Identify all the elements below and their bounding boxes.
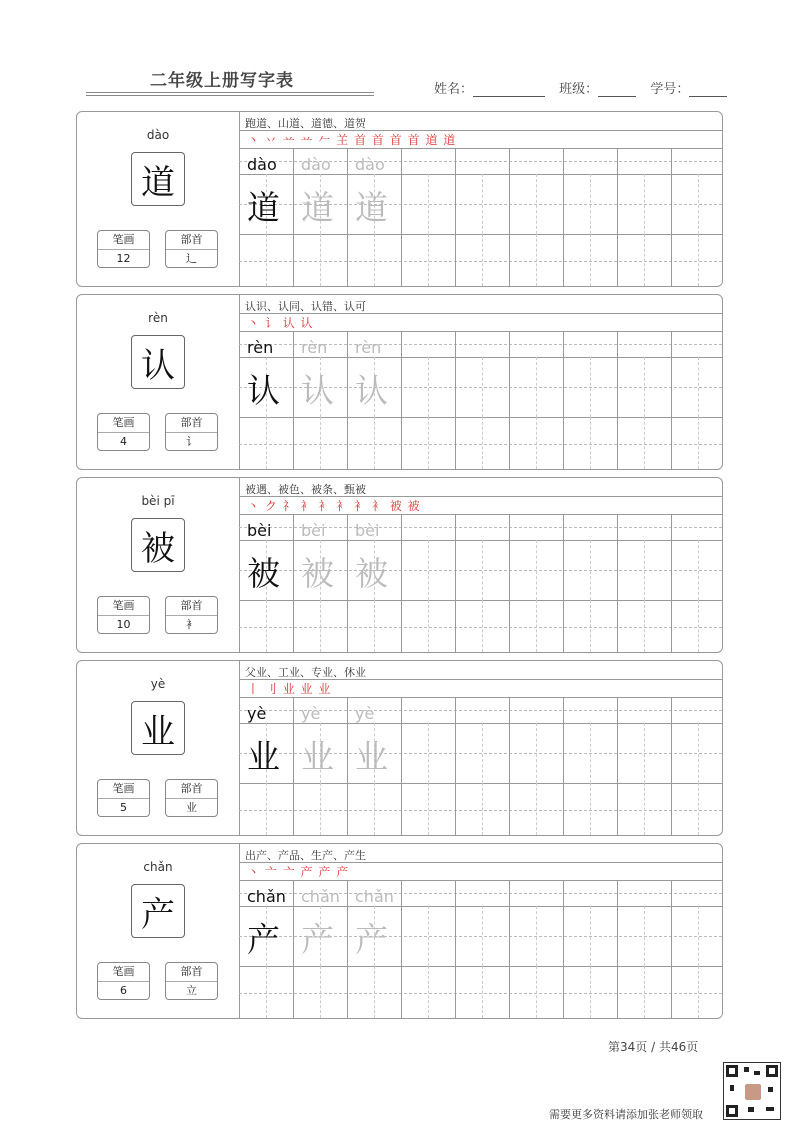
radical-label: 部首 <box>166 963 217 982</box>
stroke-count-value: 4 <box>120 435 127 448</box>
character-box: 产 <box>131 884 185 938</box>
word-examples: 父业、工业、专业、休业 <box>245 666 366 679</box>
practice-pinyin: dào <box>355 155 385 174</box>
character-card <box>76 111 723 287</box>
character-box: 业 <box>131 701 185 755</box>
name-label: 姓名： <box>434 82 474 97</box>
practice-pinyin: bèi <box>247 521 272 540</box>
stroke-step: 丶 <box>247 499 261 513</box>
practice-character: 产 <box>247 920 280 959</box>
practice-area <box>239 661 722 835</box>
name-field[interactable] <box>473 82 545 97</box>
stroke-count-label: 笔画 <box>98 597 149 616</box>
stroke-count-tag <box>97 779 150 817</box>
word-examples: 认识、认同、认错、认可 <box>245 300 366 313</box>
stroke-step: 䒑 <box>282 133 296 147</box>
radical-value: 衤 <box>186 618 197 631</box>
stroke-step: 衤 <box>318 499 332 513</box>
stroke-step: 首 <box>371 133 385 147</box>
stroke-step: 被 <box>407 499 421 513</box>
stroke-step: 认 <box>300 316 314 330</box>
stroke-step: 被 <box>389 499 403 513</box>
radical-tag <box>165 413 218 451</box>
stroke-step: 丶 <box>247 133 261 147</box>
practice-area <box>239 295 722 469</box>
stroke-step: 丶 <box>247 316 261 330</box>
stroke-step: 业 <box>282 682 296 696</box>
stroke-step: 刂 <box>264 682 278 696</box>
qr-code-icon <box>723 1062 781 1120</box>
practice-area <box>239 844 722 1018</box>
word-examples: 跑道、山道、道德、道贺 <box>245 117 366 130</box>
stroke-step: 礻 <box>282 499 296 513</box>
practice-character: 道 <box>247 188 280 227</box>
character-box: 道 <box>131 152 185 206</box>
practice-pinyin: chǎn <box>247 887 286 906</box>
radical-tag <box>165 596 218 634</box>
stroke-order <box>247 314 314 331</box>
character-info <box>77 295 240 469</box>
stroke-count-label: 笔画 <box>98 231 149 250</box>
practice-character: 被 <box>301 554 334 593</box>
practice-character: 道 <box>301 188 334 227</box>
stroke-step: 产 <box>318 865 332 879</box>
character-card <box>76 477 723 653</box>
practice-pinyin: dào <box>247 155 277 174</box>
practice-pinyin: rèn <box>355 338 382 357</box>
practice-pinyin: chǎn <box>301 887 340 906</box>
stroke-count-value: 6 <box>120 984 127 997</box>
radical-value: 讠 <box>186 435 197 448</box>
student-fields <box>434 78 727 97</box>
practice-area <box>239 478 722 652</box>
stroke-step: 𦍌 <box>336 133 350 147</box>
practice-pinyin: dào <box>301 155 331 174</box>
page-number: 第34页 / 共46页 <box>608 1040 699 1054</box>
character-info <box>77 478 240 652</box>
stroke-step: 亠 <box>264 865 278 879</box>
radical-tag <box>165 230 218 268</box>
practice-pinyin: bèi <box>301 521 326 540</box>
radical-label: 部首 <box>166 414 217 433</box>
stroke-count-tag <box>97 230 150 268</box>
character-box: 认 <box>131 335 185 389</box>
practice-character: 业 <box>301 737 334 776</box>
character-pinyin: bèi pī <box>141 494 175 508</box>
character-card <box>76 843 723 1019</box>
practice-pinyin: rèn <box>301 338 328 357</box>
stroke-step: 首 <box>407 133 421 147</box>
stroke-step: 业 <box>300 682 314 696</box>
character-pinyin: yè <box>150 677 166 691</box>
practice-pinyin: bèi <box>355 521 380 540</box>
stroke-count-tag <box>97 413 150 451</box>
practice-character: 认 <box>355 371 388 410</box>
stroke-step: 丷 <box>264 133 278 147</box>
practice-pinyin: chǎn <box>355 887 394 906</box>
character-pinyin: dào <box>146 128 170 142</box>
character-info <box>77 661 240 835</box>
practice-pinyin: yè <box>247 704 267 723</box>
number-label: 学号： <box>650 82 690 97</box>
stroke-count-label: 笔画 <box>98 780 149 799</box>
radical-label: 部首 <box>166 780 217 799</box>
title-rule <box>86 92 374 93</box>
class-field[interactable] <box>598 82 636 97</box>
stroke-order <box>247 863 349 880</box>
practice-character: 业 <box>247 737 280 776</box>
stroke-step: 衤 <box>300 499 314 513</box>
practice-character: 产 <box>301 920 334 959</box>
page-title: 二年级上册写字表 <box>150 71 294 91</box>
stroke-step: 首 <box>389 133 403 147</box>
radical-value: 业 <box>186 801 197 814</box>
stroke-step: 业 <box>318 682 332 696</box>
practice-character: 业 <box>355 737 388 776</box>
stroke-step: 产 <box>336 865 350 879</box>
stroke-count-value: 10 <box>116 618 131 631</box>
number-field[interactable] <box>689 82 727 97</box>
character-info <box>77 844 240 1018</box>
stroke-step: 衤 <box>354 499 368 513</box>
stroke-step: 产 <box>300 865 314 879</box>
stroke-step: 丨 <box>247 682 261 696</box>
radical-label: 部首 <box>166 597 217 616</box>
practice-pinyin: rèn <box>247 338 274 357</box>
character-pinyin: chǎn <box>143 860 173 874</box>
character-pinyin: rèn <box>148 311 168 325</box>
practice-pinyin: yè <box>355 704 375 723</box>
practice-character: 道 <box>355 188 388 227</box>
practice-character: 产 <box>355 920 388 959</box>
stroke-step: 丶 <box>247 865 261 879</box>
stroke-step: 亠 <box>282 865 296 879</box>
stroke-count-value: 12 <box>116 252 131 265</box>
footer-note: 需要更多资料请添加张老师领取 <box>549 1108 703 1121</box>
character-card <box>76 660 723 836</box>
stroke-step: ク <box>264 499 278 513</box>
character-box: 被 <box>131 518 185 572</box>
word-examples: 被遇、被色、被条、甄被 <box>245 483 366 496</box>
practice-character: 认 <box>247 371 280 410</box>
stroke-step: 𠂉 <box>318 133 332 147</box>
stroke-count-tag <box>97 596 150 634</box>
radical-tag <box>165 779 218 817</box>
stroke-step: 道 <box>443 133 457 147</box>
stroke-order <box>247 131 456 148</box>
radical-label: 部首 <box>166 231 217 250</box>
practice-pinyin: yè <box>301 704 321 723</box>
stroke-step: 认 <box>282 316 296 330</box>
class-label: 班级： <box>559 82 599 97</box>
stroke-order <box>247 680 331 697</box>
stroke-order <box>247 497 421 514</box>
title-rule <box>86 95 374 96</box>
character-card <box>76 294 723 470</box>
stroke-step: 䒑 <box>300 133 314 147</box>
practice-character: 认 <box>301 371 334 410</box>
word-examples: 出产、产品、生产、产生 <box>245 849 366 862</box>
stroke-count-value: 5 <box>120 801 127 814</box>
character-info <box>77 112 240 286</box>
stroke-count-tag <box>97 962 150 1000</box>
stroke-step: 讠 <box>264 316 278 330</box>
stroke-count-label: 笔画 <box>98 963 149 982</box>
practice-character: 被 <box>355 554 388 593</box>
practice-area <box>239 112 722 286</box>
stroke-step: 衤 <box>371 499 385 513</box>
stroke-step: 首 <box>354 133 368 147</box>
radical-tag <box>165 962 218 1000</box>
stroke-count-label: 笔画 <box>98 414 149 433</box>
stroke-step: 道 <box>425 133 439 147</box>
radical-value: 辶 <box>186 252 197 265</box>
practice-character: 被 <box>247 554 280 593</box>
stroke-step: 衤 <box>336 499 350 513</box>
radical-value: 立 <box>186 984 197 997</box>
